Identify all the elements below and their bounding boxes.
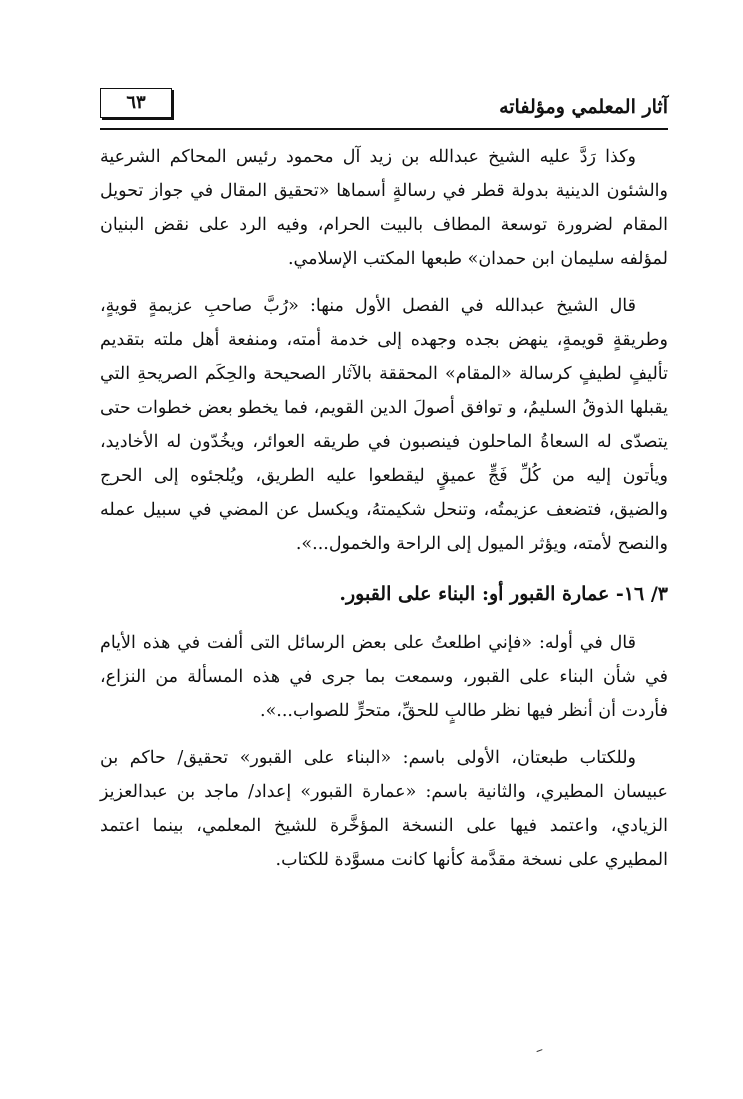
page-header: [100, 88, 668, 130]
scan-mark: [536, 1049, 543, 1055]
page-body: [100, 140, 668, 890]
paragraph-rebuttal: وكذا رَدَّ عليه الشيخ عبدالله بن زيد آل محمود رئيس المحاكم الشرعية والشئون الدينية بدولة قطر في رسالةٍ أسماها «تحقيق المقال في جواز تحويل المقام لضرورة توسعة المطاف بالبيت الحرام، وفيه الرد على نقض البنيان لمؤلفه سليمان ابن حمدان» طبعها المكتب الإسلامي.: [100, 147, 668, 269]
running-title: آثار المعلمي ومؤلفاته: [499, 96, 668, 118]
section-heading: ٣/ ١٦- عمارة القبور أو: البناء على القبور.: [339, 583, 668, 605]
page-number: ٦٣: [100, 88, 172, 118]
paragraph-intro: قال في أوله: «فإني اطلعتُ على بعض الرسائل التى ألفت في هذه الأيام في شأن البناء على القبور، وسمعت بما جرى في هذه المسألة من النزاع، فأردت أن أنظر فيها نظر طالبٍ للحقِّ، متحرٍّ للصواب...».: [100, 633, 668, 721]
paragraph-editions: وللكتاب طبعتان، الأولى باسم: «البناء على القبور» تحقيق/ حاكم بن عبيسان المطيري، والثانية باسم: «عمارة القبور» إعداد/ ماجد بن عبدالعزيز الزيادي، واعتمد فيها على النسخة المؤخَّرة للشيخ المعلمي، بينما اعتمد المطيري على نسخة مقدَّمة كأنها كانت مسوَّدة للكتاب.: [100, 748, 668, 870]
paragraph-quote: قال الشيخ عبدالله في الفصل الأول منها: «رُبَّ صاحبِ عزيمةٍ قويةٍ، وطريقةٍ قويمةٍ، ينهض بجده وجهده إلى خدمة أمته، ومنفعة أهل ملته بتقديم تأليفٍ لطيفٍ كرسالة «المقام» المحققة بالآثار الصحيحة والحِكَم الصريحةِ التي يقبلها الذوقُ السليمُ، و توافق أصولَ الدين القويم، فما يخطو بعض خطوات حتى يتصدّى له السعاةُ الماحلون فينصبون في طريقه العوائر، ويخُدّون له الأخاديد، ويأتون إليه من كُلِّ فَجٍّ عميقٍ ليقطعوا عليه الطريق، ويُلجئوه إلى الحرج والضيق، فتضعف عزيمتُه، وتنحل شكيمتهُ، ويكسل عن المضي في سبيل عمله والنصح لأمته، ويؤثر الميول إلى الراحة والخمول...».: [100, 296, 668, 554]
